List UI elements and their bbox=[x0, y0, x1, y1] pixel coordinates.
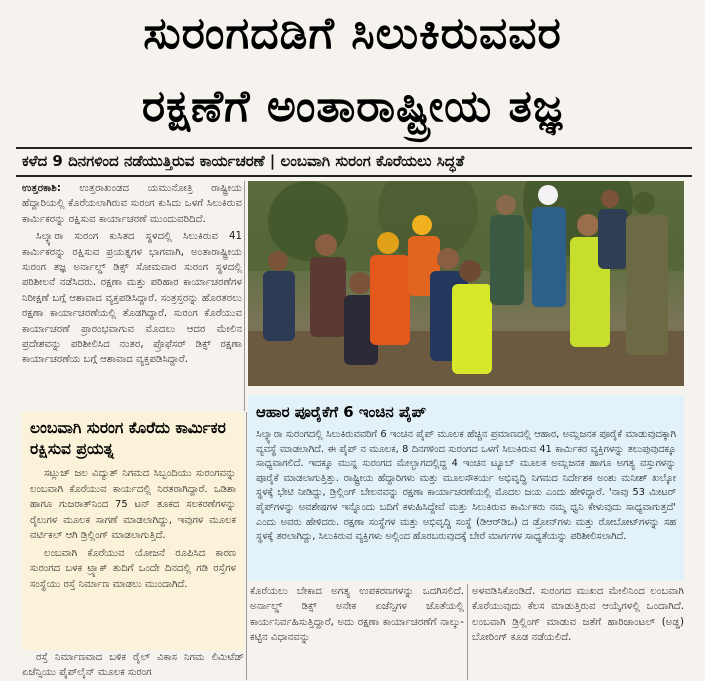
column-divider bbox=[244, 181, 245, 411]
headline-line-2: ರಕ್ಷಣೆಗೆ ಅಂತಾರಾಷ್ಟ್ರೀಯ ತಜ್ಞ bbox=[141, 81, 564, 132]
divider-subhead bbox=[16, 175, 692, 177]
bottom-right-para: ಅಳವಡಿಸಿಕೊಂಡಿದೆ. ಸುರಂಗದ ಮುಖದ ಮೇಲಿನಿಂದ ಲಂಬವಾಗಿ ಕೊರೆಯುವುದು ಕೆಲಸ ಮಾಡುತ್ತಿರುವ ಆಯ್ಕೆಗಳಲ್ಲಿ ಒಂದಾಗಿದೆ. ಲಂಬವಾಗಿ ಡ್ರಿಲ್ಲಿಂಗ್ ಮಾಡುವ ಜತೆಗೆ ಹಾರಿಜಾಂಟಲ್ (ಅಡ್ಡ) ಬೋರಿಂಗ್ ಕೂಡ ನಡೆಯಲಿದೆ. bbox=[472, 586, 684, 644]
food-pipe-box bbox=[248, 395, 684, 581]
pipe-box-text: ಸಿಲ್ಕ್ಯಾರಾ ಸುರಂಗದಲ್ಲಿ ಸಿಲುಕಿರುವವರಿಗೆ 6 ಇಂಚಿನ ಪೈಪ್ ಮೂಲಕ ಹೆಚ್ಚಿನ ಪ್ರಮಾಣದಲ್ಲಿ ಆಹಾರ, ಅಮ್ಲಜನಕ ಪೂರೈಕೆ ಮಾಡುವುದಕ್ಕಾಗಿ ವ್ಯವಸ್ಥೆ ಮಾಡಲಾಗಿದೆ. ಈ ಪೈಪ್ ನ ಮೂಲಕ, 8 ದಿನಗಳಿಂದ ಸುರಂಗದ ಒಳಗೆ ಸಿಲುಕಿರುವ 41 ಕಾರ್ಮಿಕರ ವ್ಯಕ್ತಿಗಳನ್ನು ತಲುಪುವುದಕ್ಕೂ ಸಾಧ್ಯವಾಗಲಿದೆ. ಇದಕ್ಕೂ ಮುನ್ನ ಸುರಂಗದ ಮೇಲ್ಭಾಗದಲ್ಲಿದ್ದ 4 ಇಂಚಿನ ಟ್ಯೂಬ್ ಮೂಲಕ ಅಮ್ಲಜನಕ ಹಾಗೂ ಅಗತ್ಯ ವಸ್ತುಗಳನ್ನು ಪೂರೈಕೆ ಮಾಡಲಾಗುತ್ತಿತ್ತು. ರಾಷ್ಟ್ರೀಯ ಹೆದ್ದಾರಿಗಳು ಮತ್ತು ಮೂಲಸೌಕರ್ಯ ಅಭಿವೃದ್ಧಿ ನಿಗಮದ ನಿರ್ದೇಶಕ ಅಂಶು ಮನೀಶ್ ಖಲ್ಕೋ ಸ್ಥಳಕ್ಕೆ ಭೇಟಿ ನೀಡಿದ್ದು, ಡ್ರಿಲ್ಲಿಂಗ್ ಬೇಲನವನ್ನು ರಕ್ಷಣಾ ಕಾರ್ಯಾಚರಣೆಯಲ್ಲಿ ಮೊದಲ ಜಯ ಎಂದು ಹೇಳಿದ್ದಾರೆ. 'ನಾವು 53 ಮೀಟರ್ ಪೈಪ್‌ಗಳನ್ನು ಅವಶೇಷಗಳ ಇನ್ನೊಂದು ಬದಿಗೆ ಕಳುಹಿಸಿದ್ದೇವೆ ಮತ್ತು ಸಿಲುಕಿರುವ ಕಾರ್ಮಿಕರು ನಮ್ಮ ಧ್ವನಿ ಕೇಳುವುದು ಸಾಧ್ಯವಾಗುತ್ತದೆ' ಎಂದು ಅವರು ಹೇಳಿದರು. ರಕ್ಷಣಾ ಸಂಸ್ಥೆಗಳ ಮತ್ತು ಅಭಿವೃದ್ಧಿ ಸಂಸ್ಥೆ (ಡಿಆರ್‌ಡಿಒ) ದ ಡ್ರೋನ್‌ಗಳು ಮತ್ತು ರೋಬೋಟ್‌ಗಳನ್ನು ಸಹ ಸ್ಥಳಕ್ಕೆ ತರಲಾಗಿದ್ದು, ಸಿಲುಕಿರುವ ವ್ಯಕ್ತಿಗಳು ಅಲ್ಲಿಂದ ಹೊರಬರುವುದಕ್ಕೆ ಬೇರೆ ಮಾರ್ಗಗಳ ಸಾಧ್ಯತೆಯನ್ನು ಪರಿಶೀಲಿಸಲಾಗಿದೆ. bbox=[256, 429, 677, 543]
bottom-middle-text bbox=[250, 584, 464, 680]
vertical-box-body bbox=[22, 462, 244, 592]
left-para-2: ಸಿಲ್ಕ್ಯಾರಾ ಸುರಂಗ ಕುಸಿತದ ಸ್ಥಳದಲ್ಲಿ ಸಿಲುಕಿರುವ 41 ಕಾರ್ಮಿಕರನ್ನು ರಕ್ಷಿಸುವ ಪ್ರಯತ್ನಗಳ ಭಾಗವಾಗಿ, ಅಂತಾರಾಷ್ಟ್ರೀಯ ಸುರಂಗ ತಜ್ಞ ಅರ್ನಾಲ್ಡ್ ಡಿಕ್ಸ್ ಸೋಮವಾರ ಸುರಂಗ ಸ್ಥಳದಲ್ಲಿ ಪರಿಶೀಲನೆ ನಡೆಸಿದರು. ರಕ್ಷಣಾ ಮತ್ತು ಪರಿಹಾರ ಕಾರ್ಯಾಚರಣೆಗಳ ನಿರೀಕ್ಷಣೆ ಬಗ್ಗೆ ಆಶಾವಾದ ವ್ಯಕ್ತಪಡಿಸಿದ್ದಾರೆ. ಸಂತ್ರಸ್ತರನ್ನು ಹೊರತರಲು ರಕ್ಷಣಾ ಕಾರ್ಯಾಚರಣೆಯಲ್ಲಿ ತೊಡಗಿದ್ದಾರೆ. ಸುರಂಗ ಕೊರೆಯುವ ಕಾರ್ಯಾಚರಣೆ ಪ್ರಾರಂಭವಾಗುವ ಮೊದಲು ಆದರ ಮೇಲಿನ ಪ್ರದೇಶವನ್ನು ಪರಿಶೀಲಿಸಿದ ನಂತರ, ಪ್ರೊಫೆಸರ್ ಡಿಕ್ಸ್ ರಕ್ಷಣಾ ಕಾರ್ಯಾಚರಣೆಯ ಬಗ್ಗೆ ಆಶಾವಾದ ವ್ಯಕ್ತಪಡಿಸಿದ್ದಾರೆ. bbox=[22, 231, 242, 366]
subheadline: ಕಳೆದ 9 ದಿನಗಳಿಂದ ನಡೆಯುತ್ತಿರುವ ಕಾರ್ಯಚರಣೆ | ಲಂಬವಾಗಿ ಸುರಂಗ ಕೊರೆಯಲು ಸಿದ್ಧತೆ bbox=[22, 152, 465, 170]
pipe-box-body bbox=[248, 424, 684, 545]
photo-illustration bbox=[248, 181, 684, 386]
rescue-team-photo bbox=[248, 181, 684, 386]
vertical-drilling-box bbox=[22, 412, 244, 650]
bottom-middle-para: ಕೊರೆಯಲು ಬೇಕಾದ ಅಗತ್ಯ ಉಪಕರಣಗಳನ್ನು ಒದಗಿಸಲಿದೆ. ಅರ್ನಾಲ್ಡ್ ಡಿಕ್ಸ್ ಅನೇಕ ಏಜೆನ್ಸಿಗಳ ಜೊತೆಯಲ್ಲಿ ಕಾರ್ಯನಿರ್ವಹಿಸುತ್ತಿದ್ದಾರೆ, ಅದು ರಕ್ಷಣಾ ಕಾರ್ಯಾಚರಣೆಗೆ ನಾಲ್ಕು-ಕಟ್ಟಿನ ವಿಧಾನವನ್ನು bbox=[250, 586, 464, 644]
bottom-right-text bbox=[472, 584, 684, 680]
vertical-box-title: ಲಂಬವಾಗಿ ಸುರಂಗ ಕೊರೆದು ಕಾರ್ಮಿಕರ ರಕ್ಷಿಸುವ ಪ್ರಯತ್ನ bbox=[30, 419, 226, 458]
column-divider-2 bbox=[246, 412, 247, 680]
left-para-1: ಉತ್ತರಾಖಂಡದ ಯಮುನೋತ್ರಿ ರಾಷ್ಟ್ರೀಯ ಹೆದ್ದಾರಿಯಲ್ಲಿ ಕೊರೆಯಲಾಗಿರುವ ಸುರಂಗ ಕುಸಿದು ಒಳಗೆ ಸಿಲುಕಿರುವ ಕಾರ್ಮಿಕರನ್ನು ರಕ್ಷಿಸುವ ಕಾರ್ಯಾಚರಣೆ ಮುಂದುವರಿದಿದೆ. bbox=[22, 183, 242, 225]
column-divider-3 bbox=[467, 584, 468, 680]
left-column-text bbox=[22, 181, 242, 411]
vertical-box-continuation bbox=[22, 650, 244, 680]
pipe-box-title: ಆಹಾರ ಪೂರೈಕೆಗೆ 6 ಇಂಚಿನ ಪೈಪ್ bbox=[256, 403, 427, 421]
vertical-box-para-2: ಲಂಬವಾಗಿ ಕೊರೆಯುವ ಯೋಜನೆ ರೂಪಿಸಿದ ಕಾರಣ ಸುರಂಗದ ಬಳಕ ಟ್ರ್ಯಾಕ್ ತುದಿಗೆ ಒಂದೇ ದಿನದಲ್ಲಿ ಗಡಿ ರಸ್ತೆಗಳ ಸಂಸ್ಥೆಯು ರಸ್ತೆ ನಿರ್ಮಾಣ ಮಾಡಲು ಮುಂದಾಗಿದೆ. bbox=[30, 547, 236, 590]
vertical-box-para-1: ಸಟ್ಲುಜ್ ಜಲ ವಿದ್ಯುತ್ ನಿಗಮದ ಸಿಬ್ಬಂದಿಯು ಸುರಂಗವನ್ನು ಲಂಬವಾಗಿ ಕೊರೆಯುವ ಕಾರ್ಯದಲ್ಲಿ ನಿರತರಾಗಿದ್ದಾರೆ. ಒಡಿಶಾ ಹಾಗೂ ಗುಜರಾತ್‌ನಿಂದ 75 ಟನ್ ತೂಕದ ಸಲಕರಣೆಗಳನ್ನು ರೈಲುಗಳ ಮೂಲಕ ಸಾಗಣೆ ಮಾಡಲಾಗಿದ್ದು, ಇವುಗಳ ಮೂಲಕ ವರ್ಟಿಕಲ್ ಆಗಿ ಡ್ರಿಲ್ಲಿಂಗ್ ಮಾಡಲಾಗುತ್ತಿದೆ. bbox=[30, 468, 236, 541]
vertical-box-para-3: ರಸ್ತೆ ನಿರ್ಮಾಣವಾದ ಬಳಿಕ ರೈಲ್ ವಿಕಾಸ ನಿಗಮ ಲಿಮಿಟೆಡ್ ಏಜೆನ್ಸಿಯು ಪೈಪ್‌ಲೈನ್ ಮೂಲಕ ಸುರಂಗ bbox=[22, 652, 244, 678]
dateline: ಉತ್ತರಕಾಶಿ: bbox=[22, 183, 61, 194]
divider-top bbox=[16, 147, 692, 149]
headline-line-1: ಸುರಂಗದಡಿಗೆ ಸಿಲುಕಿರುವವರ bbox=[143, 8, 562, 59]
